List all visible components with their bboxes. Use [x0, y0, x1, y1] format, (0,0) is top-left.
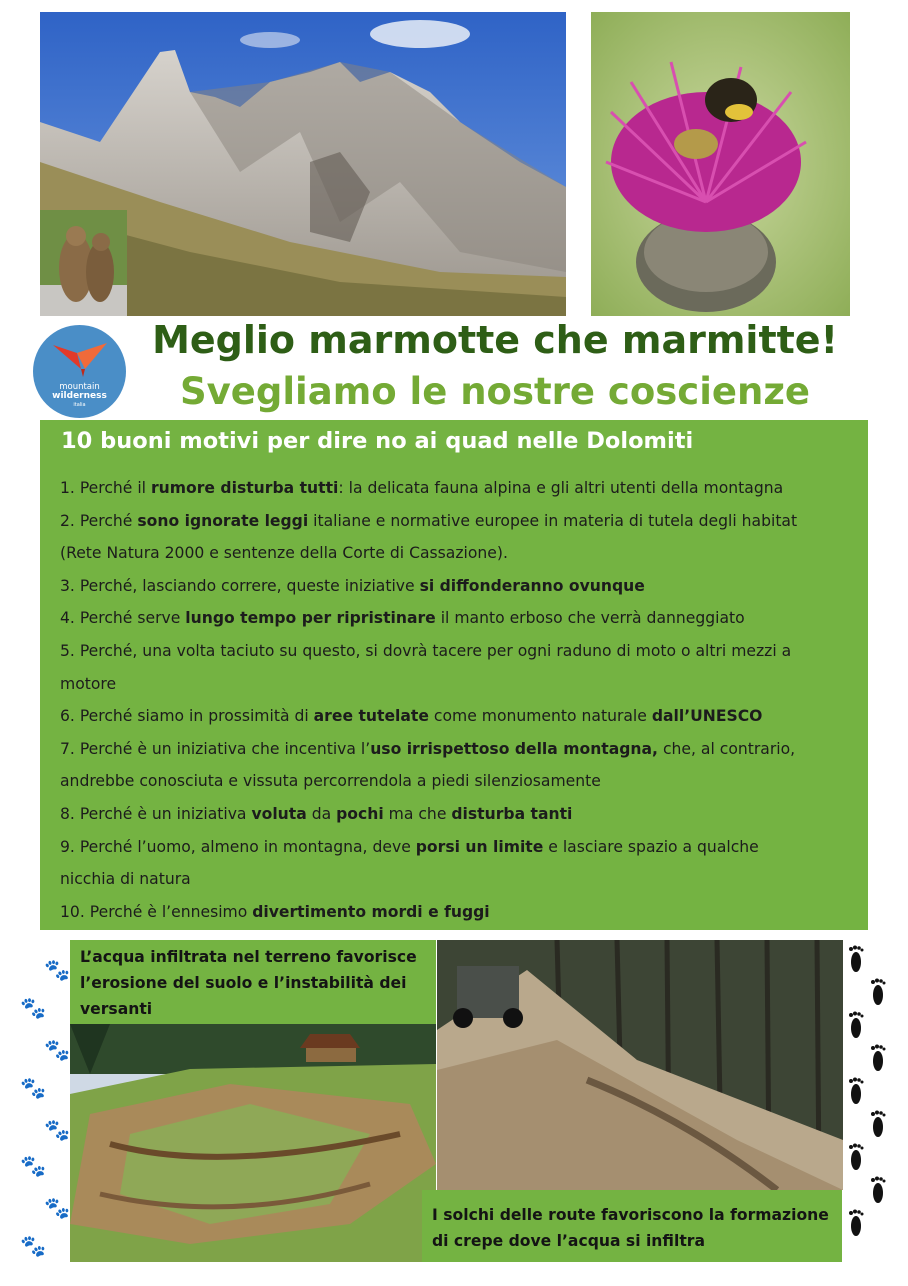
reason-text: come monumento naturale	[428, 707, 652, 726]
reason-text: : la delicata fauna alpina e gli altri utenti della montagna	[338, 479, 784, 497]
paw-print-icon: 🐾	[44, 1118, 71, 1142]
reason-bold-text: divertimento mordi e fuggi	[252, 902, 490, 921]
reason-text: e lasciare spazio a qualche	[543, 837, 759, 856]
reason-bold-text: sono ignorate leggi	[137, 511, 309, 530]
reason-text: ma che	[383, 805, 452, 823]
meadow-photo	[70, 1024, 436, 1262]
reason-text: nicchia di natura	[60, 870, 191, 889]
subtitle: Svegliamo le nostre coscienze	[180, 370, 810, 413]
thistle-photo	[591, 12, 850, 316]
reason-line	[60, 863, 865, 895]
reason-bold-text: lungo tempo per ripristinare	[185, 609, 436, 628]
reason-line	[60, 733, 865, 765]
paw-print-icon: 🐾	[44, 958, 71, 982]
logo-text-wilderness: wilderness	[52, 391, 107, 401]
footprint-icon	[870, 1110, 886, 1140]
logo-text-mountain: mountain	[59, 382, 100, 392]
reason-text: 5. Perché, una volta taciuto su questo, si dovrà tacere per ogni raduno di moto o altri mezzi a	[60, 642, 792, 660]
reason-text: italiane e normative europee in materia di tutela degli habitat	[308, 511, 798, 530]
reason-text: 10. Perché è l’ennesimo	[60, 902, 253, 921]
reason-bold-text: voluta	[251, 805, 307, 823]
reason-text: 6. Perché siamo in prossimità di	[60, 707, 314, 726]
reason-text: andrebbe conosciuta e vissuta percorrendola a piedi silenziosamente	[60, 772, 601, 791]
reason-text: 7. Perché è un iniziativa che incentiva l’	[60, 739, 371, 758]
reason-line	[60, 505, 865, 537]
reason-text: 4. Perché serve	[60, 609, 186, 628]
paw-print-icon: 🐾	[44, 1038, 71, 1062]
footprint-icon	[848, 1077, 864, 1107]
mountain-wilderness-logo	[33, 325, 126, 418]
main-title: Meglio marmotte che marmitte!	[152, 318, 838, 362]
reason-line	[60, 472, 865, 504]
reason-bold-text: pochi	[336, 805, 384, 823]
paw-print-icon: 🐾	[20, 1234, 47, 1258]
erosion-caption: L’acqua infiltrata nel terreno favorisce l’erosione del suolo e l’instabilità dei versanti	[70, 940, 436, 1024]
reason-line	[60, 537, 865, 569]
logo-text-italia: italia	[73, 402, 86, 408]
reason-line	[60, 765, 865, 797]
bird-logo-icon	[51, 339, 109, 379]
reason-text: 8. Perché è un iniziativa	[60, 805, 252, 823]
reason-line	[60, 635, 865, 667]
reason-text: motore	[60, 674, 117, 693]
quad-photo	[437, 940, 843, 1190]
footprint-icon	[848, 945, 864, 975]
reason-text: 3. Perché, lasciando correre, queste iniziative	[60, 576, 420, 595]
reason-line	[60, 798, 865, 830]
reason-text: da	[306, 805, 337, 823]
footprint-icon	[848, 1011, 864, 1041]
footprint-icon	[848, 1209, 864, 1239]
paw-print-icon: 🐾	[20, 1076, 47, 1100]
reason-line	[60, 700, 865, 732]
reason-bold-text: porsi un limite	[415, 837, 544, 856]
reason-bold-text: uso irrispettoso della montagna,	[370, 739, 658, 758]
footprint-icon	[848, 1143, 864, 1173]
paw-print-icon: 🐾	[20, 996, 47, 1020]
reason-bold-text: aree tutelate	[313, 707, 429, 726]
reason-bold-text: disturba tanti	[451, 805, 573, 823]
paw-print-icon: 🐾	[20, 1154, 47, 1178]
reason-line	[60, 831, 865, 863]
reason-bold-text: dall’UNESCO	[651, 707, 763, 726]
reasons-box	[40, 420, 868, 930]
reason-text: (Rete Natura 2000 e sentenze della Corte di Cassazione).	[60, 544, 508, 563]
footprint-icon	[870, 1044, 886, 1074]
reason-line	[60, 668, 865, 700]
reason-line	[60, 896, 865, 928]
reason-text: 9. Perché l’uomo, almeno in montagna, deve	[60, 837, 416, 856]
reason-line	[60, 570, 865, 602]
reason-text: 2. Perché	[60, 511, 138, 530]
reason-bold-text: si diffonderanno ovunque	[419, 576, 645, 595]
reason-text: 1. Perché il	[60, 479, 151, 497]
reasons-heading: 10 buoni motivi per dire no ai quad nelle Dolomiti	[61, 428, 694, 454]
paw-print-icon: 🐾	[44, 1196, 71, 1220]
reason-text: il manto erboso che verrà danneggiato	[435, 609, 745, 628]
marmot-photo	[40, 210, 127, 316]
reason-bold-text: rumore disturba tutti	[150, 479, 339, 497]
footprint-icon	[870, 1176, 886, 1206]
ruts-caption: I solchi delle route favoriscono la formazione di crepe dove l’acqua si infiltra	[422, 1190, 842, 1262]
footprint-icon	[870, 978, 886, 1008]
reason-line	[60, 602, 865, 634]
reason-text: che, al contrario,	[657, 739, 796, 758]
